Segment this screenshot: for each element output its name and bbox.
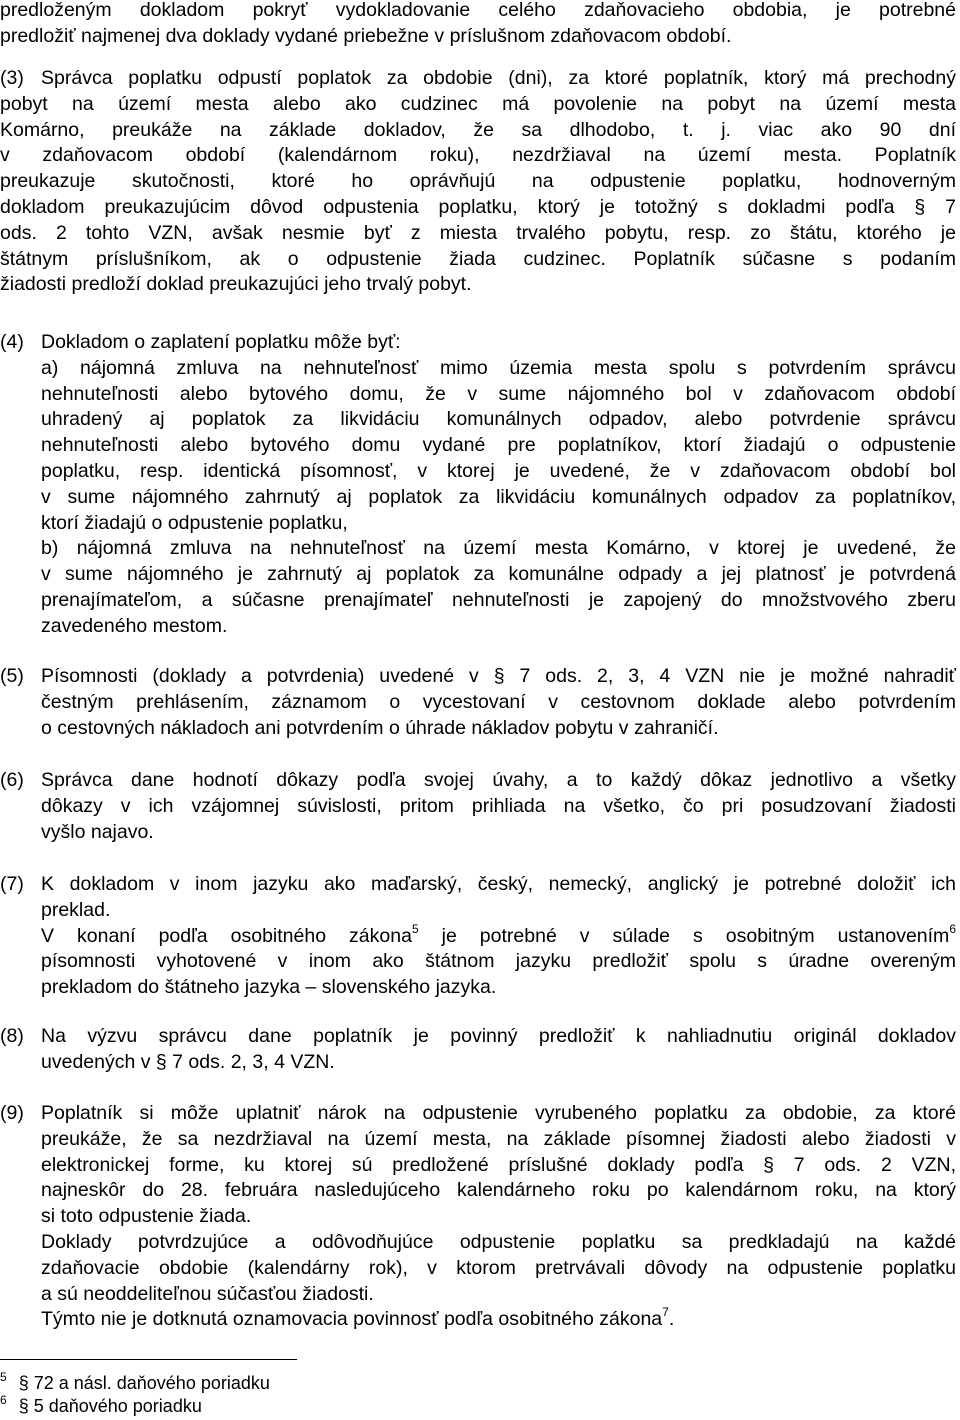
text-line [41, 921, 956, 950]
paragraph-3 [0, 66, 956, 301]
text-line: dokladom preukazujúcim dôvod odpustenia poplatku, ktorý je totožný s dokladmi podľa § 7 [0, 195, 956, 218]
footnote-mark: 6 [0, 1393, 7, 1407]
paragraph-5 [0, 664, 956, 744]
text-line: o cestovných nákladoch ani potvrdením o úhrade nákladov pobytu v zahraničí. [41, 716, 719, 739]
text-line: Správca dane hodnotí dôkazy podľa svojej úvahy, a to každý dôkaz jednotlivo a všetky [41, 769, 956, 791]
text-line: nehnuteľnosti alebo bytového domu, že v sume nájomného bol v zdaňovacom období [41, 382, 956, 405]
text-line: poplatku, resp. identická písomnosť, v ktorej je uvedené, že v zdaňovacom období bol [41, 459, 956, 482]
text-line: najneskôr do 28. februára nasledujúceho kalendárneho roku po kalendárnom roku, na ktorý [41, 1179, 956, 1202]
text-line: zavedeného mestom. [41, 614, 228, 637]
text-line: K dokladom v inom jazyku ako maďarský, český, nemecký, anglický je potrebné doložiť ich [41, 873, 956, 895]
paragraph-number: (8) [0, 1025, 24, 1047]
text-line: a) nájomná zmluva na nehnuteľnosť mimo územia mesta spolu s potvrdením správcu [41, 356, 956, 379]
text-line: ktorí žiadajú o odpustenie poplatku, [41, 511, 348, 534]
footnote-5 [0, 1372, 270, 1396]
paragraph-4 [0, 330, 956, 640]
text-line: zdaňovacie obdobie (kalendárny rok), v ktorom pretrvávali dôvody na odpustenie poplatku [41, 1256, 956, 1279]
text-line: a sú neoddeliteľnou súčasťou žiadosti. [41, 1282, 374, 1305]
paragraph-7 [0, 872, 956, 1002]
footnote-text: § 72 a násl. daňového poriadku [18, 1373, 270, 1393]
text-line: Doklady potvrdzujúce a odôvodňujúce odpustenie poplatku sa predkladajú na každé [41, 1230, 956, 1253]
text-line: písomnosti vyhotovené v inom ako štátnom jazyku predložiť spolu s úradne overeným [41, 950, 956, 973]
paragraph-number: (7) [0, 873, 24, 895]
footnote-ref: 5 [411, 921, 419, 936]
text-line: uvedených v § 7 ods. 2, 3, 4 VZN. [41, 1050, 335, 1073]
text-line: žiadosti predloží doklad preukazujúci jeho trvalý pobyt. [0, 273, 472, 296]
text-line: vyšlo najavo. [41, 820, 154, 843]
text-line: Poplatník si môže uplatniť nárok na odpustenie vyrubeného poplatku za obdobie, za ktoré [41, 1102, 956, 1124]
text-line: prekladom do štátneho jazyka – slovenského jazyka. [41, 976, 497, 999]
footnote-separator [0, 1359, 297, 1360]
text-line: v sume nájomného je zahrnutý aj poplatok za komunálne odpady a jej platnosť je potvrdená [41, 563, 956, 586]
paragraph-number: (9) [0, 1102, 24, 1124]
text-line: Dokladom o zaplatení poplatku môže byť: [41, 331, 401, 353]
text-run: V konaní podľa osobitného zákona [41, 924, 412, 947]
text-line: prenajímateľom, a súčasne prenajímateľ nehnuteľnosti je zapojený do množstvového zberu [41, 588, 956, 611]
text-line: Na výzvu správcu dane poplatník je povinný predložiť k nahliadnutiu originál dokladov [41, 1025, 956, 1047]
text-run: je potrebné v súlade s osobitným ustanovením [418, 924, 950, 947]
paragraph-6 [0, 768, 956, 848]
text-line [41, 1307, 956, 1333]
text-line: b) nájomná zmluva na nehnuteľnosť na území mesta Komárno, v ktorej je uvedené, že [41, 537, 956, 560]
text-line: dôkazy v ich vzájomnej súvislosti, pritom prihliada na všetko, čo pri posudzovaní žiadosti [41, 794, 956, 817]
paragraph-8 [0, 1024, 956, 1079]
text-line: elektronickej forme, ku ktorej sú predložené príslušné doklady podľa § 7 ods. 2 VZN, [41, 1153, 956, 1176]
text-run: . [668, 1308, 675, 1331]
text-line: preukáže, že sa nezdržiaval na území mesta, na základe písomnej žiadosti alebo žiadosti v [41, 1127, 956, 1150]
text-line: v sume nájomného zahrnutý aj poplatok za likvidáciu komunálnych odpadov za poplatníkov, [41, 485, 956, 508]
paragraph-number: (5) [0, 665, 24, 687]
text-line: pobyt na území mesta alebo ako cudzinec má povolenie na pobyt na území mesta [0, 92, 956, 115]
paragraph-number: (6) [0, 769, 24, 791]
text-line: preklad. [41, 898, 111, 921]
text-line: ods. 2 tohto VZN, avšak nesmie byť z miesta trvalého pobytu, resp. zo štátu, ktorého je [0, 221, 956, 244]
footnote-mark: 5 [0, 1370, 7, 1384]
footnote-ref: 7 [662, 1305, 669, 1320]
footnote-text: § 5 daňového poriadku [18, 1396, 202, 1416]
text-line: čestným prehlásením, záznamom o vycestovaní v cestovnom doklade alebo potvrdením [41, 690, 956, 713]
text-line: si toto odpustenie žiada. [41, 1205, 252, 1228]
text-line: predložiť najmenej dva doklady vydané priebežne v príslušnom zdaňovacom období. [0, 24, 732, 47]
text-line: Správca poplatku odpustí poplatok za obdobie (dni), za ktoré poplatník, ktorý má prechodný [41, 67, 956, 89]
paragraph-number: (3) [0, 67, 24, 89]
paragraph-number: (4) [0, 331, 24, 353]
text-line: uhradený aj poplatok za likvidáciu komunálnych odpadov, alebo potvrdenie správcu [41, 408, 956, 431]
text-line: Písomnosti (doklady a potvrdenia) uvedené v § 7 ods. 2, 3, 4 VZN nie je možné nahradiť [41, 665, 956, 687]
text-line: štátnym príslušníkom, ak o odpustenie žiada cudzinec. Poplatník súčasne s podaním [0, 247, 956, 270]
text-run: Týmto nie je dotknutá oznamovacia povinnosť podľa osobitného zákona [41, 1308, 663, 1331]
footnote-6 [0, 1395, 202, 1419]
text-line: preukazuje skutočnosti, ktoré ho oprávňujú na odpustenie poplatku, hodnoverným [0, 170, 956, 193]
text-line: v zdaňovacom období (kalendárnom roku), nezdržiaval na území mesta. Poplatník [0, 144, 956, 167]
footnote-ref: 6 [949, 921, 956, 936]
text-line: nehnuteľnosti alebo bytového domu vydané pre poplatníkov, ktorí žiadajú o odpustenie [41, 434, 956, 457]
paragraph-9 [0, 1101, 956, 1341]
text-line: predloženým dokladom pokryť vydokladovanie celého zdaňovacieho obdobia, je potrebné [0, 0, 956, 21]
intro-paragraph [0, 0, 956, 50]
text-line: Komárno, preukáže na základe dokladov, že sa dlhodobo, t. j. viac ako 90 dní [0, 118, 956, 141]
